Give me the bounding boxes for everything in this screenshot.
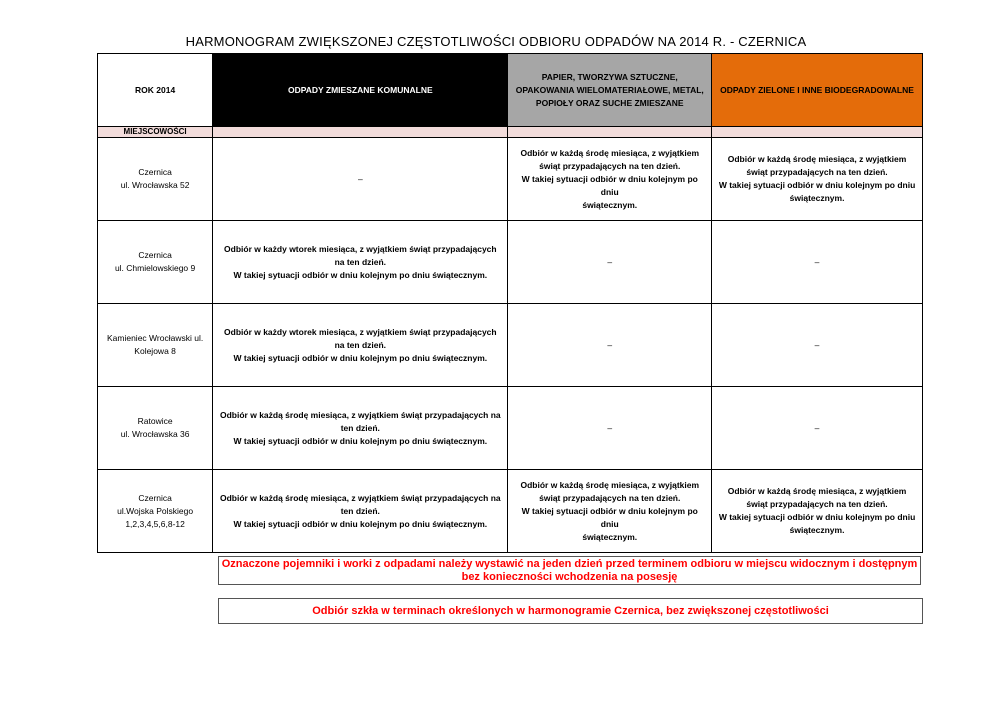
schedule-rows (98, 138, 923, 553)
glass-note: Odbiór szkła w terminach określonych w harmonogramie Czernica, bez zwiększonej częstotliwości (218, 598, 923, 624)
schedule-line: Odbiór w każdą środę miesiąca, z wyjątkiem świąt przypadających na (220, 409, 501, 420)
paper-plastics-cell (508, 470, 712, 553)
schedule-line: W takiej sytuacji odbiór w dniu kolejnym po dniu (718, 180, 916, 190)
green-waste-cell (712, 138, 923, 221)
schedule-line: W takiej sytuacji odbiór w dniu kolejnym po dniu (521, 173, 698, 197)
paper-plastics-cell (508, 221, 712, 304)
mixed-waste-cell (213, 470, 508, 553)
year-header: ROK 2014 (98, 54, 213, 127)
subheader-spacer (508, 127, 712, 138)
location-cell (98, 221, 213, 304)
location-line: Kamieniec Wrocławski ul. (106, 333, 204, 343)
mixed-waste-cell (213, 221, 508, 304)
schedule-line: na ten dzień. (334, 339, 387, 350)
table-row (98, 387, 923, 470)
schedule-line: – (607, 422, 613, 433)
schedule-line: – (814, 256, 820, 267)
table-row (98, 470, 923, 553)
table-row (98, 221, 923, 304)
location-line: 1,2,3,4,5,6,8-12 (125, 518, 185, 529)
location-line: ul. Wrocławska 36 (120, 429, 190, 439)
mixed-waste-header: ODPADY ZMIESZANE KOMUNALNE (213, 54, 508, 127)
schedule-line: Odbiór w każdą środę miesiąca, z wyjątkiem (727, 486, 907, 496)
table-header-row (98, 54, 923, 127)
containers-note-line: Oznaczone pojemniki i worki z odpadami należy wystawić na jeden dzień przed terminem odbioru w miejscu widocznym i dostępnym (221, 558, 918, 570)
location-line: Czernica (138, 250, 172, 260)
schedule-line: – (607, 339, 613, 350)
schedule-line: Odbiór w każdą środę miesiąca, z wyjątkiem (520, 479, 700, 490)
schedule-line: – (607, 256, 613, 267)
green-waste-cell (712, 470, 923, 553)
table-row (98, 138, 923, 221)
schedule-line: W takiej sytuacji odbiór w dniu kolejnym po dniu świątecznym. (233, 352, 488, 363)
location-line: Ratowice (137, 416, 173, 426)
schedule-line: świąt przypadających na ten dzień. (746, 167, 888, 177)
paper-plastics-cell (508, 304, 712, 387)
schedule-line: W takiej sytuacji odbiór w dniu kolejnym po dniu (521, 505, 698, 529)
schedule-line: świąt przypadających na ten dzień. (746, 499, 888, 509)
schedule-line: świątecznym. (582, 199, 638, 210)
schedule-line: ten dzień. (340, 422, 380, 433)
containers-note (218, 556, 921, 585)
location-line: ul. Wrocławska 52 (120, 180, 190, 190)
locations-subheader-row (98, 127, 923, 138)
schedule-line: W takiej sytuacji odbiór w dniu kolejnym po dniu świątecznym. (233, 269, 488, 280)
schedule-line: Odbiór w każdy wtorek miesiąca, z wyjątkiem świąt przypadających (224, 326, 497, 337)
schedule-table (97, 53, 923, 553)
green-waste-cell (712, 304, 923, 387)
schedule-line: na ten dzień. (334, 256, 387, 267)
schedule-line: świątecznym. (789, 525, 845, 535)
schedule-line: W takiej sytuacji odbiór w dniu kolejnym po dniu świątecznym. (233, 518, 488, 529)
paper-plastics-cell (508, 387, 712, 470)
location-cell (98, 387, 213, 470)
schedule-line: świąt przypadających na ten dzień. (539, 160, 681, 171)
location-line: Czernica (138, 492, 172, 503)
containers-note-line: bez konieczności wchodzenia na posesję (461, 571, 678, 583)
schedule-line: Odbiór w każdy wtorek miesiąca, z wyjątkiem świąt przypadających (224, 243, 497, 254)
page-title: HARMONOGRAM ZWIĘKSZONEJ CZĘSTOTLIWOŚCI ODBIORU ODPADÓW NA 2014 R. - CZERNICA (185, 34, 807, 49)
mixed-waste-cell (213, 304, 508, 387)
location-line: ul. Chmielowskiego 9 (114, 263, 196, 273)
schedule-line: świąt przypadających na ten dzień. (539, 492, 681, 503)
paper-plastics-cell (508, 138, 712, 221)
schedule-line: świątecznym. (582, 531, 638, 542)
paper-plastics-header: PAPIER, TWORZYWA SZTUCZNE, OPAKOWANIA WIELOMATERIAŁOWE, METAL, POPIOŁY ORAZ SUCHE ZMIESZANE (508, 54, 712, 127)
schedule-line: Odbiór w każdą środę miesiąca, z wyjątkiem świąt przypadających na (220, 492, 501, 503)
subheader-spacer (213, 127, 508, 138)
green-waste-cell (712, 221, 923, 304)
mixed-waste-cell (213, 387, 508, 470)
location-line: Czernica (138, 167, 172, 177)
green-waste-header: ODPADY ZIELONE I INNE BIODEGRADOWALNE (712, 54, 923, 127)
schedule-line: – (814, 422, 820, 433)
schedule-line: świątecznym. (789, 193, 845, 203)
mixed-waste-cell (213, 138, 508, 221)
schedule-line: W takiej sytuacji odbiór w dniu kolejnym po dniu świątecznym. (233, 435, 488, 446)
schedule-line: W takiej sytuacji odbiór w dniu kolejnym po dniu (718, 512, 916, 522)
green-waste-cell (712, 387, 923, 470)
subheader-spacer (712, 127, 923, 138)
schedule-line: – (814, 339, 820, 350)
location-cell (98, 138, 213, 221)
location-line: ul.Wojska Polskiego (117, 505, 194, 516)
table-row (98, 304, 923, 387)
schedule-line: – (357, 173, 363, 184)
location-line: Kolejowa 8 (134, 346, 176, 356)
schedule-line: Odbiór w każdą środę miesiąca, z wyjątkiem (727, 154, 907, 164)
locations-label: MIEJSCOWOŚCI (98, 127, 213, 138)
schedule-line: ten dzień. (340, 505, 380, 516)
location-cell (98, 304, 213, 387)
location-cell (98, 470, 213, 553)
schedule-line: Odbiór w każdą środę miesiąca, z wyjątkiem (520, 147, 700, 158)
